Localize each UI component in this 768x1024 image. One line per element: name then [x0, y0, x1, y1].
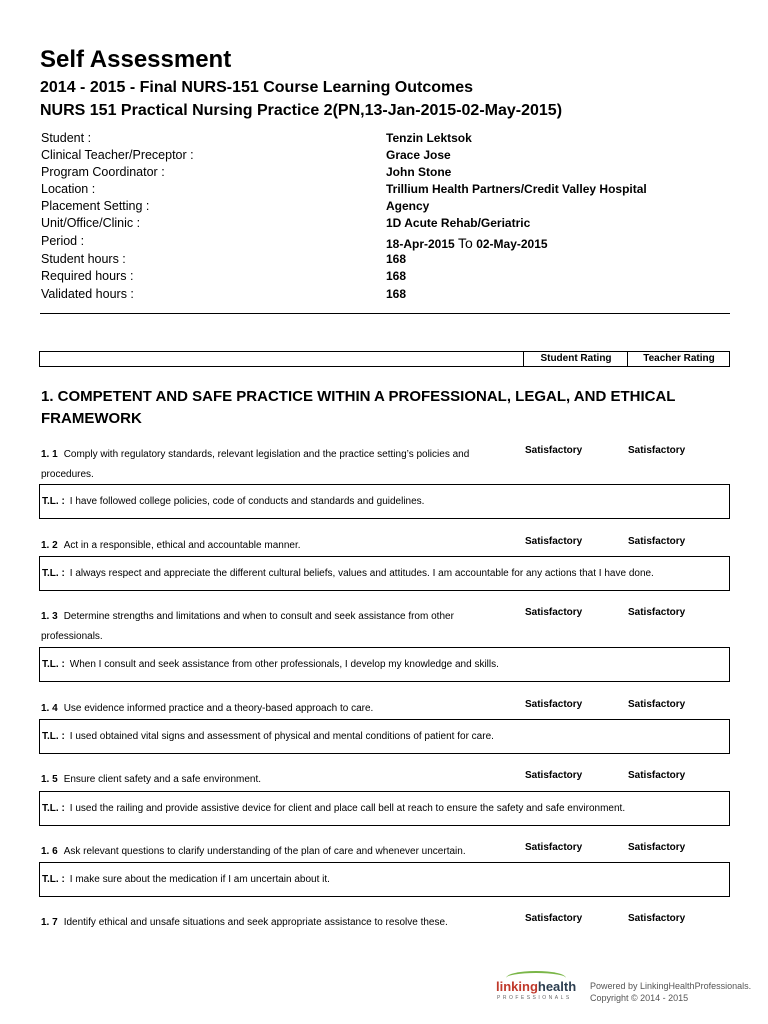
section-title: 1. COMPETENT AND SAFE PRACTICE WITHIN A PROFESSIONAL, LEGAL, AND ETHICAL FRAMEWORK: [41, 388, 676, 427]
info-row-coordinator: [41, 165, 701, 182]
outcome-description: Ensure client safety and a safe environment.: [63, 774, 262, 785]
powered-by-text: Powered by LinkingHealthProfessionals.: [590, 981, 752, 991]
tl-comment-box: [39, 719, 730, 754]
teacher-rating: Satisfactory: [628, 770, 686, 781]
outcome-description: Identify ethical and unsafe situations and seek appropriate assistance to resolve these.: [63, 917, 448, 928]
period-start: 18-Apr-2015: [386, 237, 455, 251]
info-label: Student :: [41, 131, 92, 145]
student-rating: Satisfactory: [525, 445, 583, 456]
tl-prefix: T.L. :: [42, 874, 65, 885]
outcome-description: Act in a responsible, ethical and accountable manner.: [63, 540, 301, 551]
info-row-location: [41, 182, 701, 199]
info-label: Placement Setting :: [41, 199, 150, 213]
info-value: Agency: [386, 199, 430, 213]
teacher-rating-header: Teacher Rating: [627, 352, 730, 366]
info-value: 168: [386, 269, 407, 283]
logo-health-text: health: [537, 979, 577, 994]
outcome-text: [41, 699, 496, 719]
student-rating-header: Student Rating: [523, 352, 628, 366]
outcome-number: 1. 3: [41, 611, 58, 622]
page-title: Self Assessment: [40, 46, 232, 73]
practice-subtitle: NURS 151 Practical Nursing Practice 2(PN,13-Jan-2015-02-May-2015): [40, 102, 563, 119]
outcome-text: [41, 842, 496, 862]
info-label: Clinical Teacher/Preceptor :: [41, 148, 194, 162]
tl-comment: I used obtained vital signs and assessment of physical and mental conditions of patient for care.: [69, 731, 494, 742]
student-rating: Satisfactory: [525, 842, 583, 853]
info-row-setting: [41, 199, 701, 216]
period-end: 02-May-2015: [476, 237, 548, 251]
info-value: Tenzin Lektsok: [386, 131, 472, 145]
info-row-student-hours: [41, 252, 701, 269]
tl-comment: I have followed college policies, code of conducts and standards and guidelines.: [69, 496, 425, 507]
info-row-student: [41, 131, 701, 148]
period-to-word: To: [458, 235, 473, 251]
student-rating: Satisfactory: [525, 699, 583, 710]
tl-comment: I always respect and appreciate the different cultural beliefs, values and attitudes. I am accountable for any actions that I have done.: [69, 568, 654, 579]
outcome-number: 1. 1: [41, 449, 58, 460]
student-rating: Satisfactory: [525, 770, 583, 781]
copyright-text: Copyright © 2014 - 2015: [590, 993, 689, 1003]
info-value-period: [386, 235, 548, 251]
tl-prefix: T.L. :: [42, 568, 65, 579]
outcome-text: [41, 445, 496, 485]
outcome-number: 1. 6: [41, 846, 58, 857]
logo-linking-text: linking: [496, 979, 538, 994]
outcome-text: [41, 913, 496, 933]
info-row-period: [41, 234, 701, 251]
tl-prefix: T.L. :: [42, 803, 65, 814]
info-row-validated-hours: [41, 287, 701, 304]
rating-header: [39, 351, 730, 367]
outcome-number: 1. 5: [41, 774, 58, 785]
info-label: Unit/Office/Clinic :: [41, 216, 141, 230]
tl-comment: I make sure about the medication if I am uncertain about it.: [69, 874, 330, 885]
course-subtitle: 2014 - 2015 - Final NURS-151 Course Learning Outcomes: [40, 79, 474, 96]
logo-arc-icon: [506, 971, 566, 985]
info-label: Program Coordinator :: [41, 165, 165, 179]
outcome-description: Comply with regulatory standards, relevant legislation and the practice setting’s policies and procedures.: [41, 449, 470, 480]
info-label: Student hours :: [41, 252, 126, 266]
tl-prefix: T.L. :: [42, 731, 65, 742]
info-label: Validated hours :: [41, 287, 134, 301]
info-row-teacher: [41, 148, 701, 165]
info-label: Location :: [41, 182, 96, 196]
student-rating: Satisfactory: [525, 913, 583, 924]
info-value: John Stone: [386, 165, 452, 179]
teacher-rating: Satisfactory: [628, 607, 686, 618]
outcome-number: 1. 2: [41, 540, 58, 551]
tl-prefix: T.L. :: [42, 496, 65, 507]
info-row-unit: [41, 216, 701, 233]
logo-subtext: PROFESSIONALS: [497, 995, 572, 1001]
info-value: 168: [386, 252, 407, 266]
tl-prefix: T.L. :: [42, 659, 65, 670]
outcome-number: 1. 7: [41, 917, 58, 928]
teacher-rating: Satisfactory: [628, 536, 686, 547]
info-value: 168: [386, 287, 407, 301]
info-value: Grace Jose: [386, 148, 451, 162]
outcome-number: 1. 4: [41, 703, 58, 714]
tl-comment: When I consult and seek assistance from other professionals, I develop my knowledge and skills.: [69, 659, 499, 670]
outcome-text: [41, 536, 496, 556]
outcome-text: [41, 770, 496, 790]
teacher-rating: Satisfactory: [628, 842, 686, 853]
tl-comment-box: [39, 862, 730, 897]
student-rating: Satisfactory: [525, 607, 583, 618]
footer-credits: [590, 980, 751, 1004]
tl-comment: I used the railing and provide assistive device for client and place call bell at reach to ensure the safety and safe environment.: [69, 803, 626, 814]
tl-comment-box: [39, 647, 730, 682]
teacher-rating: Satisfactory: [628, 699, 686, 710]
tl-comment-box: [39, 556, 730, 591]
outcome-description: Determine strengths and limitations and when to consult and seek assistance from other professionals.: [41, 611, 454, 642]
info-value: 1D Acute Rehab/Geriatric: [386, 216, 531, 230]
teacher-rating: Satisfactory: [628, 913, 686, 924]
info-value: Trillium Health Partners/Credit Valley Hospital: [386, 182, 647, 196]
tl-comment-box: [39, 791, 730, 826]
outcome-description: Use evidence informed practice and a theory-based approach to care.: [63, 703, 374, 714]
student-rating: Satisfactory: [525, 536, 583, 547]
linkinghealth-logo: [496, 979, 576, 994]
outcome-description: Ask relevant questions to clarify understanding of the plan of care and whenever uncertain.: [63, 846, 466, 857]
info-label: Period :: [41, 234, 85, 248]
outcome-text: [41, 607, 496, 647]
tl-comment-box: [39, 484, 730, 519]
info-label: Required hours :: [41, 269, 134, 283]
teacher-rating: Satisfactory: [628, 445, 686, 456]
divider: [40, 313, 730, 314]
info-row-required-hours: [41, 269, 701, 286]
